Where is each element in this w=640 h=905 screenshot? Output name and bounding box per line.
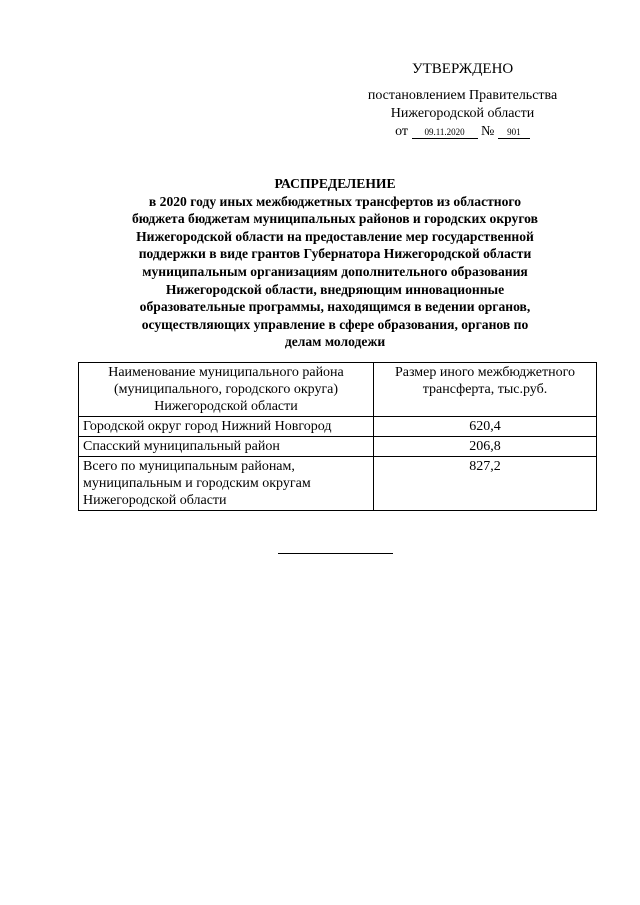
- municipality-cell: [79, 437, 374, 457]
- decree-line: постановлением Правительства: [367, 88, 558, 103]
- cell-text: Нижегородской области: [83, 493, 227, 508]
- table-header-row: [79, 363, 597, 417]
- cell-text: Спасский муниципальный район: [83, 439, 280, 454]
- total-label-cell: [79, 457, 374, 511]
- title-heading: РАСПРЕДЕЛЕНИЕ: [274, 176, 396, 191]
- decree-line: Нижегородской области: [390, 106, 535, 121]
- title-line: бюджета бюджетам муниципальных районов и городских округов: [132, 211, 538, 227]
- table-row: [79, 417, 597, 437]
- amount-cell: 206,8: [374, 437, 597, 457]
- cell-text: Всего по муниципальным районам,: [83, 459, 295, 474]
- title-line: делам молодежи: [284, 334, 386, 350]
- title-line: образовательные программы, находящимся в ведении органов,: [139, 299, 531, 315]
- distribution-table: [78, 362, 597, 511]
- decree-date-line: [340, 123, 585, 141]
- column-header-municipality: [79, 363, 374, 417]
- number-sign: №: [481, 124, 495, 139]
- table-row: [79, 437, 597, 457]
- table-total-row: [79, 457, 597, 511]
- cell-text: муниципальным и городским округам: [83, 476, 311, 491]
- title-line: поддержки в виде грантов Губернатора Нижегородской области: [138, 246, 532, 262]
- title-line: муниципальным организациям дополнительного образования: [142, 263, 528, 279]
- decree-date: 09.11.2020: [412, 126, 478, 139]
- cell-text: Городской округ город Нижний Новгород: [83, 419, 332, 434]
- decree-number: 901: [498, 126, 530, 139]
- header-text: трансферта, тыс.руб.: [422, 382, 548, 397]
- title-line: в 2020 году иных межбюджетных трансфертов из областного: [148, 193, 522, 209]
- header-text: Размер иного межбюджетного: [394, 365, 576, 380]
- header-text: (муниципального, городского округа): [113, 382, 339, 397]
- title-line: Нижегородской области на предоставление мер государственной: [136, 228, 534, 244]
- municipality-cell: [79, 417, 374, 437]
- amount-cell: 620,4: [374, 417, 597, 437]
- title-line: осуществляющих управление в сфере образования, органов по: [141, 316, 529, 332]
- document-title: [90, 175, 580, 351]
- end-divider: [278, 553, 393, 554]
- decree-block: [340, 87, 585, 141]
- date-prefix: от: [395, 124, 409, 139]
- total-amount-cell: 827,2: [374, 457, 597, 511]
- approved-label: УТВЕРЖДЕНО: [412, 61, 514, 77]
- header-text: Нижегородской области: [154, 399, 298, 414]
- column-header-amount: [374, 363, 597, 417]
- header-text: Наименование муниципального района: [108, 365, 344, 380]
- title-line: Нижегородской области, внедряющим инновационные: [165, 281, 505, 297]
